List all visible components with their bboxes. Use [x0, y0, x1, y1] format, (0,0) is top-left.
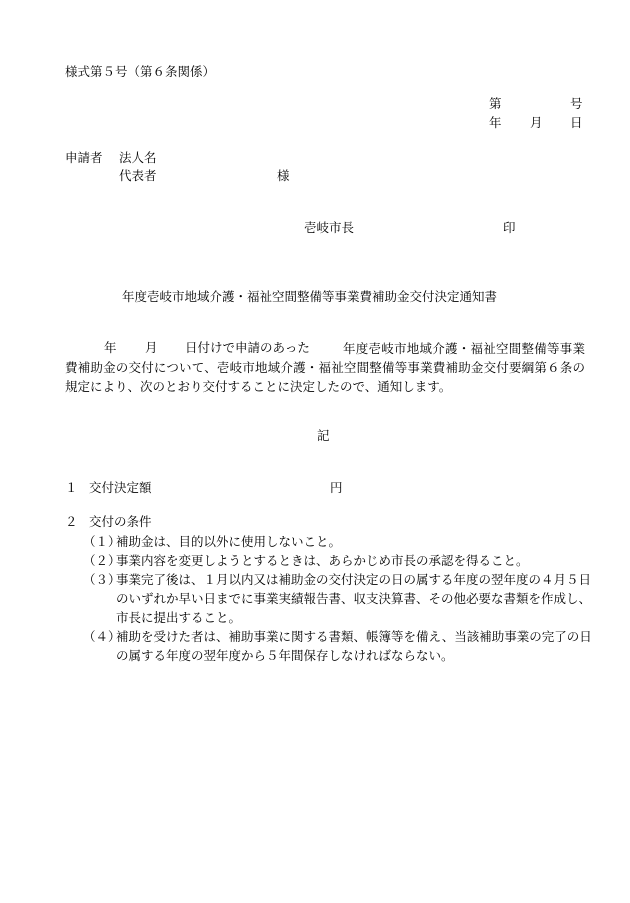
document-number-suffix: 号	[570, 96, 583, 111]
condition-text: 補助金は、目的以外に使用しないこと。	[116, 534, 342, 549]
condition-item	[83, 570, 593, 627]
condition-item	[83, 532, 593, 551]
section2-number: ２	[65, 514, 78, 529]
condition-item	[83, 551, 593, 570]
ki-heading: 記	[317, 428, 330, 443]
document-number-prefix: 第	[489, 96, 502, 111]
section1-unit: 円	[330, 480, 343, 495]
body-date-month: 月	[145, 340, 158, 355]
representative-label: 代表者	[119, 168, 157, 183]
mayor-label: 壱岐市長	[304, 220, 355, 235]
date-month-label: 月	[530, 115, 543, 130]
date-year-label: 年	[489, 115, 502, 130]
condition-number: （３）	[83, 572, 121, 587]
corporation-name-label: 法人名	[119, 150, 157, 165]
condition-number: （２）	[83, 553, 121, 568]
applicant-label: 申請者	[65, 150, 103, 165]
section1-label: 交付決定額	[89, 480, 152, 495]
document-title: 年度壱岐市地域介護・福祉空間整備等事業費補助金交付決定通知書	[122, 289, 498, 304]
body-date-day-text: 日付けで申請のあった	[185, 340, 310, 355]
section2-label: 交付の条件	[89, 514, 152, 529]
seal-mark: 印	[503, 220, 516, 235]
condition-item	[83, 627, 593, 665]
condition-text: 補助を受けた者は、補助事業に関する書類、帳簿等を備え、当該補助事業の完了の日の属する年度の翌年度から５年間保存しなければならない。	[116, 629, 592, 663]
date-day-label: 日	[570, 115, 583, 130]
body-date-year: 年	[104, 340, 117, 355]
condition-text: 事業内容を変更しようとするときは、あらかじめ市長の承認を得ること。	[116, 553, 529, 568]
condition-text: 事業完了後は、１月以内又は補助金の交付決定の日の属する年度の翌年度の４月５日のいずれか早い日までに事業実績報告書、収支決算書、その他必要な書類を作成し、市長に提出すること。	[116, 572, 592, 625]
section1-number: １	[65, 480, 78, 495]
honorific-sama: 様	[277, 168, 290, 183]
form-label: 様式第５号（第６条関係）	[65, 64, 216, 79]
body-paragraph: 年度壱岐市地域介護・福祉空間整備等事業費補助金の交付について、壱岐市地域介護・福祉空間整備等事業費補助金交付要綱第６条の規定により、次のとおり交付することに決定したので、通知します。	[65, 341, 585, 394]
condition-number: （１）	[83, 534, 121, 549]
condition-number: （４）	[83, 629, 121, 644]
